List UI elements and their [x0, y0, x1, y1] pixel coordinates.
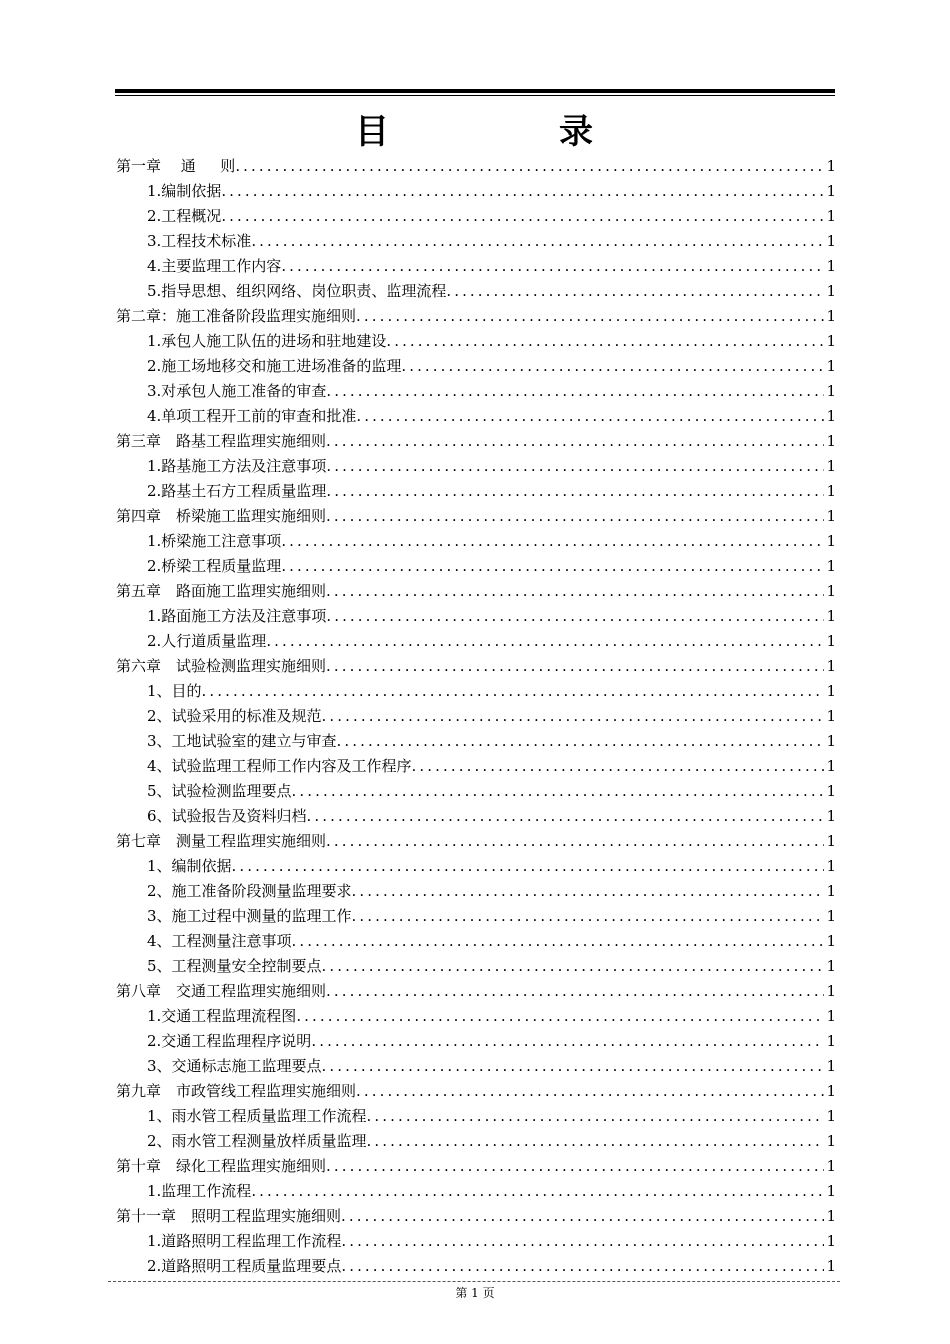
toc-entry-text: 5、试验检测监理要点: [147, 782, 292, 800]
toc-entry-text: 4.主要监理工作内容: [147, 257, 282, 275]
toc-chapter-entry[interactable]: [116, 154, 836, 179]
toc-page-number: 1: [826, 557, 836, 575]
toc-entry-text: 2、雨水管工程测量放样质量监理: [147, 1132, 367, 1150]
toc-leader-dots: [296, 1004, 824, 1029]
toc-section-entry[interactable]: [116, 1004, 836, 1029]
toc-section-entry[interactable]: [116, 329, 836, 354]
toc-entry-text: 1.道路照明工程监理工作流程: [147, 1232, 342, 1250]
toc-leader-dots: [386, 329, 824, 354]
toc-page-number: 1: [826, 1207, 836, 1225]
toc-chapter-entry[interactable]: [116, 1204, 836, 1229]
toc-leader-dots: [356, 1079, 824, 1104]
toc-leader-dots: [251, 229, 824, 254]
toc-entry-text: 3.对承包人施工准备的审查: [147, 382, 327, 400]
toc-section-entry[interactable]: [116, 604, 836, 629]
footer-rule: [108, 1281, 840, 1282]
toc-section-entry[interactable]: [116, 679, 836, 704]
toc-page-number: 1: [826, 1057, 836, 1075]
toc-entry-text: 3、交通标志施工监理要点: [147, 1057, 322, 1075]
toc-leader-dots: [341, 1254, 824, 1279]
toc-leader-dots: [326, 454, 824, 479]
toc-entry-text: 3、施工过程中测量的监理工作: [147, 907, 352, 925]
toc-page-number: 1: [826, 1132, 836, 1150]
toc-page-number: 1: [826, 782, 836, 800]
toc-entry-text: 第五章 路面施工监理实施细则: [116, 582, 327, 600]
toc-entry-text: 1.路面施工方法及注意事项: [147, 607, 327, 625]
toc-entry-text: 2.桥梁工程质量监理: [147, 557, 282, 575]
toc-section-entry[interactable]: [116, 754, 836, 779]
toc-section-entry[interactable]: [116, 204, 836, 229]
toc-entry-text: 第一章 通 则: [116, 157, 236, 175]
toc-entry-text: 2.工程概况: [147, 207, 222, 225]
toc-section-entry[interactable]: [116, 354, 836, 379]
toc-leader-dots: [281, 254, 824, 279]
toc-leader-dots: [326, 979, 824, 1004]
toc-page-number: 1: [826, 257, 836, 275]
header-rule-thick: [115, 89, 835, 93]
toc-leader-dots: [326, 654, 824, 679]
toc-chapter-entry[interactable]: [116, 504, 836, 529]
toc-leader-dots: [341, 1229, 824, 1254]
toc-page-number: 1: [826, 482, 836, 500]
toc-page-number: 1: [826, 1232, 836, 1250]
toc-chapter-entry[interactable]: [116, 579, 836, 604]
toc-entry-text: 2.施工场地移交和施工进场准备的监理: [147, 357, 402, 375]
toc-entry-text: 1.交通工程监理流程图: [147, 1007, 297, 1025]
page-number-footer: 第 1 页: [455, 1286, 495, 1300]
toc-entry-text: 3、工地试验室的建立与审查: [147, 732, 337, 750]
toc-leader-dots: [221, 179, 824, 204]
toc-leader-dots: [401, 354, 824, 379]
toc-entry-text: 6、试验报告及资料归档: [147, 807, 307, 825]
toc-page-number: 1: [826, 507, 836, 525]
toc-page-number: 1: [826, 807, 836, 825]
toc-leader-dots: [352, 904, 825, 929]
toc-page-number: 1: [826, 157, 836, 175]
toc-section-entry[interactable]: [116, 379, 836, 404]
toc-page-number: 1: [826, 882, 836, 900]
toc-leader-dots: [367, 1129, 825, 1154]
toc-section-entry[interactable]: [116, 629, 836, 654]
toc-leader-dots: [412, 754, 825, 779]
toc-page-number: 1: [826, 707, 836, 725]
toc-entry-text: 2.交通工程监理程序说明: [147, 1032, 312, 1050]
toc-entry-text: 1.编制依据: [147, 182, 222, 200]
toc-page-number: 1: [826, 1257, 836, 1275]
toc-section-entry[interactable]: [116, 1104, 836, 1129]
toc-leader-dots: [307, 804, 825, 829]
toc-page-number: 1: [826, 232, 836, 250]
toc-leader-dots: [221, 204, 824, 229]
toc-chapter-entry[interactable]: [116, 654, 836, 679]
toc-leader-dots: [292, 929, 825, 954]
toc-section-entry[interactable]: [116, 1029, 836, 1054]
toc-section-entry[interactable]: [116, 854, 836, 879]
toc-page-number: 1: [826, 1032, 836, 1050]
toc-leader-dots: [326, 479, 824, 504]
toc-entry-text: 1.路基施工方法及注意事项: [147, 457, 327, 475]
toc-leader-dots: [311, 1029, 824, 1054]
toc-section-entry[interactable]: [116, 954, 836, 979]
toc-section-entry[interactable]: [116, 254, 836, 279]
toc-page-number: 1: [826, 432, 836, 450]
toc-section-entry[interactable]: [116, 229, 836, 254]
toc-page-number: 1: [826, 382, 836, 400]
toc-section-entry[interactable]: [116, 554, 836, 579]
toc-page-number: 1: [826, 582, 836, 600]
toc-page-number: 1: [826, 857, 836, 875]
toc-page-number: 1: [826, 907, 836, 925]
toc-page-number: 1: [826, 982, 836, 1000]
toc-entry-text: 2、施工准备阶段测量监理要求: [147, 882, 352, 900]
header-rule-thin: [115, 95, 835, 96]
toc-page-number: 1: [826, 1107, 836, 1125]
toc-chapter-entry[interactable]: [116, 304, 836, 329]
toc-page-number: 1: [826, 207, 836, 225]
toc-page-number: 1: [826, 957, 836, 975]
toc-section-entry[interactable]: [116, 879, 836, 904]
toc-entry-text: 4、工程测量注意事项: [147, 932, 292, 950]
toc-page-number: 1: [826, 1157, 836, 1175]
toc-page-number: 1: [826, 532, 836, 550]
toc-section-entry[interactable]: [116, 804, 836, 829]
toc-page-number: 1: [826, 357, 836, 375]
toc-leader-dots: [322, 1054, 825, 1079]
table-of-contents: [116, 154, 836, 1279]
toc-page-number: 1: [826, 332, 836, 350]
toc-chapter-entry[interactable]: [116, 979, 836, 1004]
toc-section-entry[interactable]: [116, 1054, 836, 1079]
toc-entry-text: 4、试验监理工程师工作内容及工作程序: [147, 757, 412, 775]
toc-page-number: 1: [826, 832, 836, 850]
toc-entry-text: 2.道路照明工程质量监理要点: [147, 1257, 342, 1275]
toc-entry-text: 第八章 交通工程监理实施细则: [116, 982, 327, 1000]
toc-leader-dots: [446, 279, 824, 304]
toc-entry-text: 2.路基土石方工程质量监理: [147, 482, 327, 500]
toc-page-number: 1: [826, 682, 836, 700]
toc-leader-dots: [341, 1204, 824, 1229]
toc-entry-text: 5、工程测量安全控制要点: [147, 957, 322, 975]
toc-leader-dots: [326, 604, 824, 629]
toc-leader-dots: [337, 729, 825, 754]
toc-leader-dots: [326, 504, 824, 529]
toc-entry-text: 1、目的: [147, 682, 202, 700]
title-char-2: 录: [559, 112, 593, 152]
toc-leader-dots: [322, 704, 825, 729]
toc-page-number: 1: [826, 407, 836, 425]
toc-section-entry[interactable]: [116, 1229, 836, 1254]
toc-section-entry[interactable]: [116, 179, 836, 204]
toc-leader-dots: [326, 379, 824, 404]
toc-section-entry[interactable]: [116, 1129, 836, 1154]
toc-leader-dots: [232, 854, 825, 879]
page-title: [115, 104, 835, 152]
toc-leader-dots: [356, 304, 824, 329]
toc-section-entry[interactable]: [116, 704, 836, 729]
toc-entry-text: 1.监理工作流程: [147, 1182, 252, 1200]
toc-page-number: 1: [826, 657, 836, 675]
toc-leader-dots: [367, 1104, 825, 1129]
toc-entry-text: 第六章 试验检测监理实施细则: [116, 657, 327, 675]
toc-leader-dots: [352, 879, 825, 904]
toc-entry-text: 第二章：施工准备阶段监理实施细则: [116, 307, 357, 325]
toc-leader-dots: [281, 554, 824, 579]
toc-page-number: 1: [826, 1182, 836, 1200]
toc-page-number: 1: [826, 607, 836, 625]
toc-section-entry[interactable]: [116, 929, 836, 954]
toc-entry-text: 第七章 测量工程监理实施细则: [116, 832, 327, 850]
toc-section-entry[interactable]: [116, 404, 836, 429]
toc-entry-text: 1、编制依据: [147, 857, 232, 875]
toc-leader-dots: [356, 404, 824, 429]
toc-leader-dots: [281, 529, 824, 554]
toc-section-entry[interactable]: [116, 279, 836, 304]
toc-section-entry[interactable]: [116, 779, 836, 804]
toc-leader-dots: [202, 679, 825, 704]
toc-page-number: 1: [826, 732, 836, 750]
toc-entry-text: 1.承包人施工队伍的进场和驻地建设: [147, 332, 387, 350]
toc-entry-text: 5.指导思想、组织网络、岗位职责、监理流程: [147, 282, 447, 300]
toc-leader-dots: [251, 1179, 824, 1204]
toc-page-number: 1: [826, 632, 836, 650]
toc-entry-text: 1、雨水管工程质量监理工作流程: [147, 1107, 367, 1125]
toc-leader-dots: [326, 579, 824, 604]
toc-section-entry[interactable]: [116, 529, 836, 554]
toc-page-number: 1: [826, 1007, 836, 1025]
toc-leader-dots: [326, 1154, 824, 1179]
toc-leader-dots: [322, 954, 825, 979]
toc-leader-dots: [326, 829, 824, 854]
toc-section-entry[interactable]: [116, 904, 836, 929]
toc-section-entry[interactable]: [116, 1179, 836, 1204]
toc-chapter-entry[interactable]: [116, 429, 836, 454]
toc-page-number: 1: [826, 757, 836, 775]
toc-leader-dots: [266, 629, 824, 654]
toc-page-number: 1: [826, 932, 836, 950]
toc-entry-text: 1.桥梁施工注意事项: [147, 532, 282, 550]
toc-page-number: 1: [826, 457, 836, 475]
toc-entry-text: 4.单项工程开工前的审查和批准: [147, 407, 357, 425]
toc-chapter-entry[interactable]: [116, 829, 836, 854]
toc-entry-text: 第四章 桥梁施工监理实施细则: [116, 507, 327, 525]
toc-entry-text: 3.工程技术标准: [147, 232, 252, 250]
toc-section-entry[interactable]: [116, 1254, 836, 1279]
toc-entry-text: 第十章 绿化工程监理实施细则: [116, 1157, 327, 1175]
toc-leader-dots: [235, 154, 824, 179]
toc-leader-dots: [292, 779, 825, 804]
toc-entry-text: 第九章 市政管线工程监理实施细则: [116, 1082, 357, 1100]
toc-page-number: 1: [826, 307, 836, 325]
toc-entry-text: 2、试验采用的标准及规范: [147, 707, 322, 725]
toc-section-entry[interactable]: [116, 729, 836, 754]
toc-page-number: 1: [826, 282, 836, 300]
toc-section-entry[interactable]: [116, 479, 836, 504]
toc-entry-text: 第三章 路基工程监理实施细则: [116, 432, 327, 450]
toc-page-number: 1: [826, 1082, 836, 1100]
toc-chapter-entry[interactable]: [116, 1154, 836, 1179]
toc-section-entry[interactable]: [116, 454, 836, 479]
toc-page-number: 1: [826, 182, 836, 200]
title-char-1: 目: [355, 112, 389, 152]
toc-entry-text: 2.人行道质量监理: [147, 632, 267, 650]
toc-chapter-entry[interactable]: [116, 1079, 836, 1104]
toc-entry-text: 第十一章 照明工程监理实施细则: [116, 1207, 342, 1225]
toc-leader-dots: [326, 429, 824, 454]
